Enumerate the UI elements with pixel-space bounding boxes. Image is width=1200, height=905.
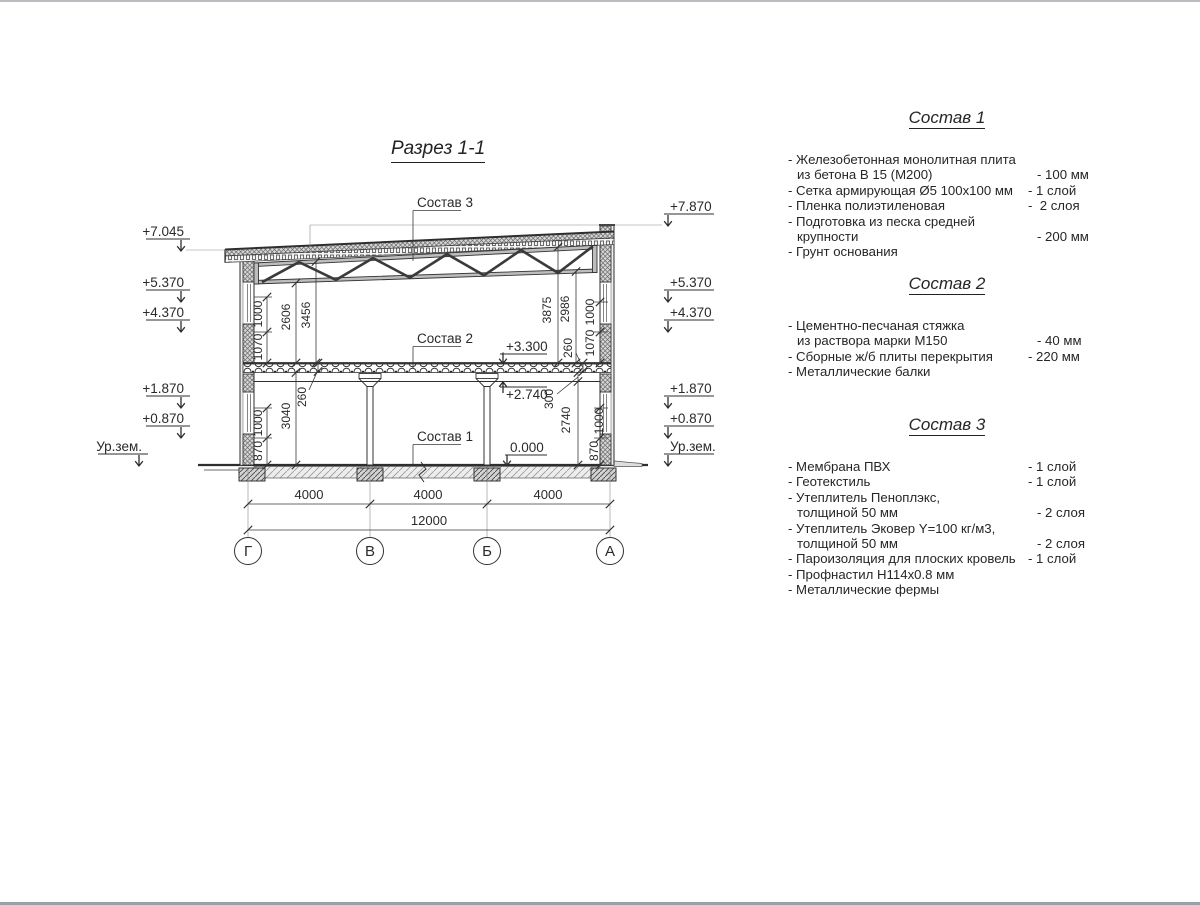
elevation-mark	[142, 381, 190, 408]
spec-row: - Утеплитель Пеноплэкс,	[788, 489, 941, 505]
spec-title: Состав 1	[908, 108, 986, 127]
dimension-label: 1000	[583, 298, 597, 326]
elevation-marks-inline	[499, 339, 547, 466]
elevation-mark	[142, 275, 190, 302]
axis-label: В	[364, 543, 376, 560]
elevation-mark	[499, 382, 547, 402]
dimension-label: 300	[542, 388, 556, 410]
svg-text:0.000: 0.000	[510, 440, 544, 455]
spec-row: - Подготовка из песка средней	[788, 213, 975, 229]
drawing-title: Разрез 1-1	[391, 138, 485, 163]
dimension-label: 2740	[559, 406, 573, 434]
spec-row: - Металлические фермы	[788, 582, 940, 598]
elevation-mark	[96, 439, 148, 466]
spec-sostav-3	[788, 415, 1106, 598]
dimension-label: 260	[561, 337, 575, 359]
spec-row: - Мембрана ПВХ - 1 слой	[788, 459, 1077, 474]
elevation-mark	[499, 339, 547, 364]
dimension-label: 3456	[299, 301, 313, 329]
spec-title: Состав 2	[908, 274, 986, 293]
svg-text:Ур.зем.: Ур.зем.	[670, 439, 716, 454]
spec-row: - Цементно-песчаная стяжка	[788, 318, 965, 333]
svg-text:+4.370: +4.370	[670, 305, 712, 320]
svg-text:+2.740: +2.740	[506, 387, 548, 402]
spec-row: - Утеплитель Эковер Y=100 кг/м3,	[788, 520, 996, 536]
svg-text:+0.870: +0.870	[142, 411, 184, 426]
dimension-label: 1070	[583, 329, 597, 357]
spec-row: - Геотекстиль - 1 слой	[788, 474, 1077, 490]
svg-text:+7.045: +7.045	[142, 224, 184, 239]
spec-title: Состав 3	[908, 415, 986, 434]
elevation-mark	[503, 440, 547, 466]
spec-row: крупности - 200 мм	[797, 229, 1089, 245]
elevation-marks-right	[664, 199, 716, 466]
axis-label: Г	[243, 543, 253, 560]
elevation-mark	[664, 381, 714, 408]
spec-row: - Профнастил Н114х0.8 мм	[788, 566, 955, 582]
spec-row: - Сборные ж/б плиты перекрытия - 220 мм	[788, 348, 1080, 364]
elevation-mark	[664, 439, 716, 466]
columns	[359, 374, 498, 466]
svg-text:Ур.зем.: Ур.зем.	[96, 439, 142, 454]
spec-sostav-2	[788, 274, 1106, 380]
elevation-mark	[142, 411, 190, 438]
spec-row: - Сетка армирующая Ø5 100x100 мм - 1 слой	[788, 182, 1077, 198]
axis-label: Б	[482, 543, 492, 560]
elevation-mark	[664, 305, 714, 332]
svg-text:Состав 2: Состав 2	[417, 331, 473, 346]
axis-label: А	[604, 543, 616, 560]
svg-text:+7.870: +7.870	[670, 199, 712, 214]
spec-sostav-1	[788, 108, 1106, 260]
dimension-label: 4000	[533, 487, 563, 502]
spec-row: толщиной 50 мм - 2 слоя	[797, 505, 1085, 521]
spec-row: - Пленка полиэтиленовая - 2 слоя	[788, 198, 1080, 214]
spec-row: из раствора марки М150 - 40 мм	[797, 333, 1082, 349]
dimension-label: 2986	[558, 295, 572, 323]
dimension-label: 3875	[540, 296, 554, 324]
svg-text:Состав 1: Состав 1	[417, 429, 473, 444]
svg-text:+0.870: +0.870	[670, 411, 712, 426]
svg-text:+1.870: +1.870	[142, 381, 184, 396]
dimension-label: 4000	[294, 487, 324, 502]
callout-sostav-1	[413, 429, 473, 464]
svg-text:+5.370: +5.370	[142, 275, 184, 290]
dimension-label: 2606	[279, 303, 293, 331]
elevation-mark	[142, 224, 190, 251]
dimension-label: 3040	[279, 402, 293, 430]
spec-row: из бетона В 15 (М200) - 100 мм	[797, 167, 1089, 183]
svg-text:+4.370: +4.370	[142, 305, 184, 320]
spec-row: - Грунт основания	[788, 244, 898, 260]
spec-row: толщиной 50 мм - 2 слоя	[797, 536, 1085, 552]
callouts	[413, 195, 473, 464]
truss-bottom-chord	[254, 269, 597, 284]
elevation-mark	[664, 199, 714, 226]
elevation-mark	[664, 411, 714, 438]
svg-text:+1.870: +1.870	[670, 381, 712, 396]
dimension-label: 1000	[592, 407, 606, 435]
spec-row: - Металлические балки	[788, 364, 931, 380]
dimension-label: 260	[295, 386, 309, 408]
dimension-label: 870	[251, 440, 265, 462]
elevation-mark	[142, 305, 190, 332]
svg-text:+5.370: +5.370	[670, 275, 712, 290]
bottom-dimensions	[244, 469, 614, 537]
axis-markers	[235, 538, 624, 565]
vertical-dims-right	[540, 243, 608, 469]
elevation-marks-left	[96, 224, 190, 466]
svg-text:+3.300: +3.300	[506, 339, 548, 354]
svg-text:Состав 3: Состав 3	[417, 195, 473, 210]
spec-row: - Пароизоляция для плоских кровель - 1 слой	[788, 551, 1077, 567]
dimension-label: 870	[587, 440, 601, 462]
dimension-label: 1000	[251, 409, 265, 437]
dimension-label: 4000	[413, 487, 443, 502]
spec-row: - Железобетонная монолитная плита	[788, 152, 1016, 167]
dimension-label: 1070	[251, 333, 265, 361]
dimension-label: 1000	[251, 300, 265, 328]
elevation-mark	[664, 275, 714, 302]
total-dimension-label: 12000	[410, 513, 448, 528]
